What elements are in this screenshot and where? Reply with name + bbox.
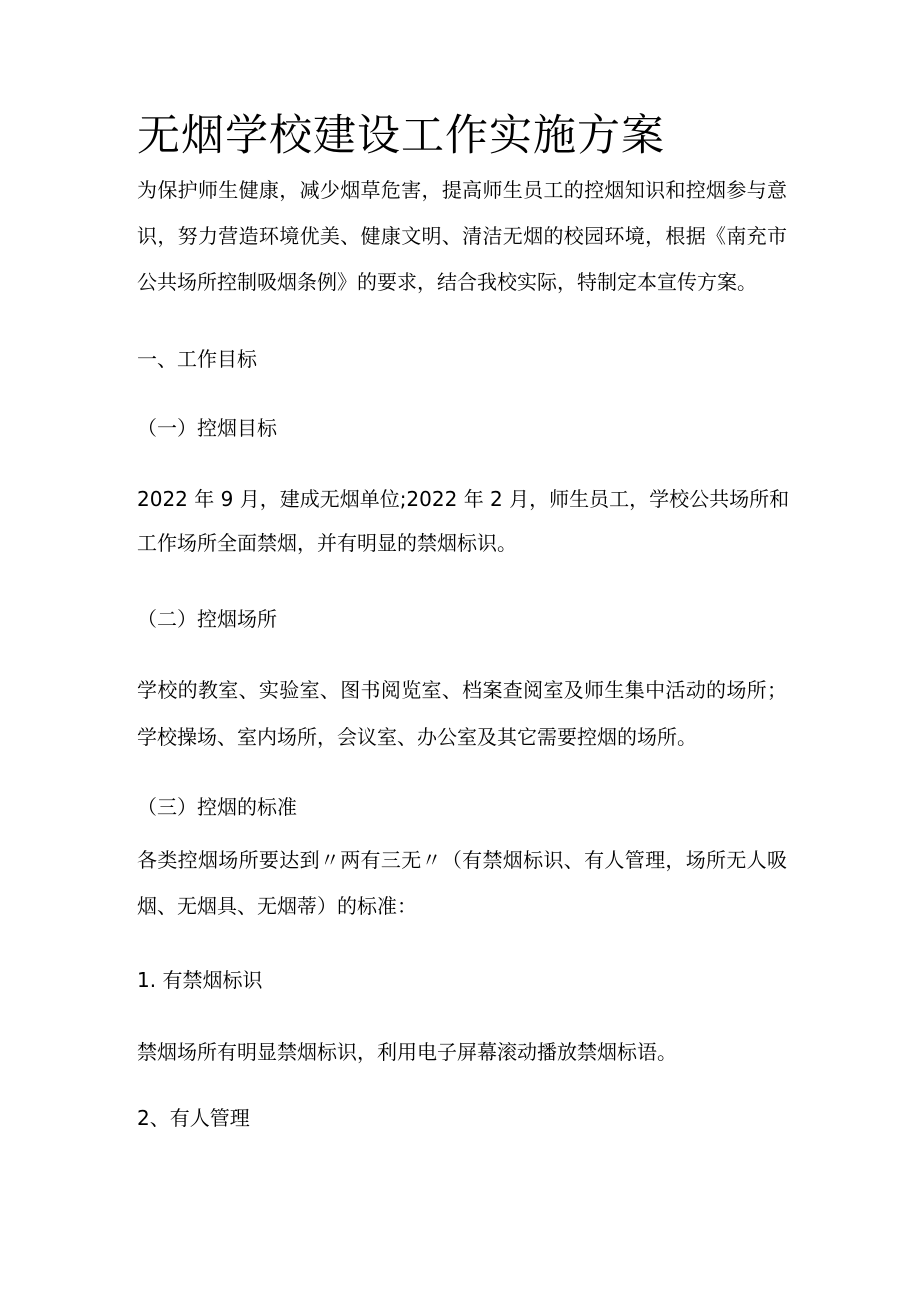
sub3-body-line-1: 各类控烟场所要达到〃两有三无〃（有禁烟标识、有人管理，场所无人吸 [137, 848, 787, 872]
sub1-body-line-2: 工作场所全面禁烟，并有明显的禁烟标识。 [137, 531, 517, 555]
intro-line-1: 为保护师生健康，减少烟草危害，提高师生员工的控烟知识和控烟参与意 [137, 178, 787, 202]
item-heading-signage [137, 970, 787, 990]
item-heading-management [137, 1108, 787, 1128]
item-body-signage [137, 1042, 787, 1062]
intro-line-2: 识，努力营造环境优美、健康文明、清洁无烟的校园环境，根据《南充市 [137, 224, 787, 248]
sub3-body-line-2: 烟、无烟具、无烟蒂）的标准： [137, 894, 417, 918]
subsection-heading-control-goal [137, 418, 787, 438]
section1-heading: 一、工作目标 [137, 347, 257, 371]
section-heading-work-goals [137, 349, 787, 369]
subsection-body-control-goal [137, 487, 790, 555]
sub2-body-line-2: 学校操场、室内场所，会议室、办公室及其它需要控烟的场所。 [137, 725, 697, 749]
subsection-body-control-places [137, 680, 787, 747]
subsection-body-control-standard [137, 850, 787, 916]
document-title: 无烟学校建设工作实施方案 [137, 111, 665, 161]
sub3-heading: （三）控烟的标准 [137, 795, 297, 819]
sub1-heading: （一）控烟目标 [137, 416, 277, 440]
sub1-body-line-1: 2022 年 9 月，建成无烟单位;2022 年 2 月，师生员工，学校公共场所和 [137, 487, 790, 511]
subsection-heading-control-places [137, 609, 787, 629]
sub2-heading: （二）控烟场所 [137, 607, 277, 631]
intro-paragraph [137, 180, 787, 292]
intro-line-3: 公共场所控制吸烟条例》的要求，结合我校实际，特制定本宣传方案。 [137, 270, 757, 294]
subsection-heading-control-standard [137, 797, 787, 817]
item2-heading: 2、有人管理 [137, 1106, 250, 1130]
item1-heading: 1. 有禁烟标识 [137, 968, 263, 992]
item1-body: 禁烟场所有明显禁烟标识，利用电子屏幕滚动播放禁烟标语。 [137, 1040, 677, 1064]
sub2-body-line-1: 学校的教室、实验室、图书阅览室、档案查阅室及师生集中活动的场所； [137, 678, 787, 702]
